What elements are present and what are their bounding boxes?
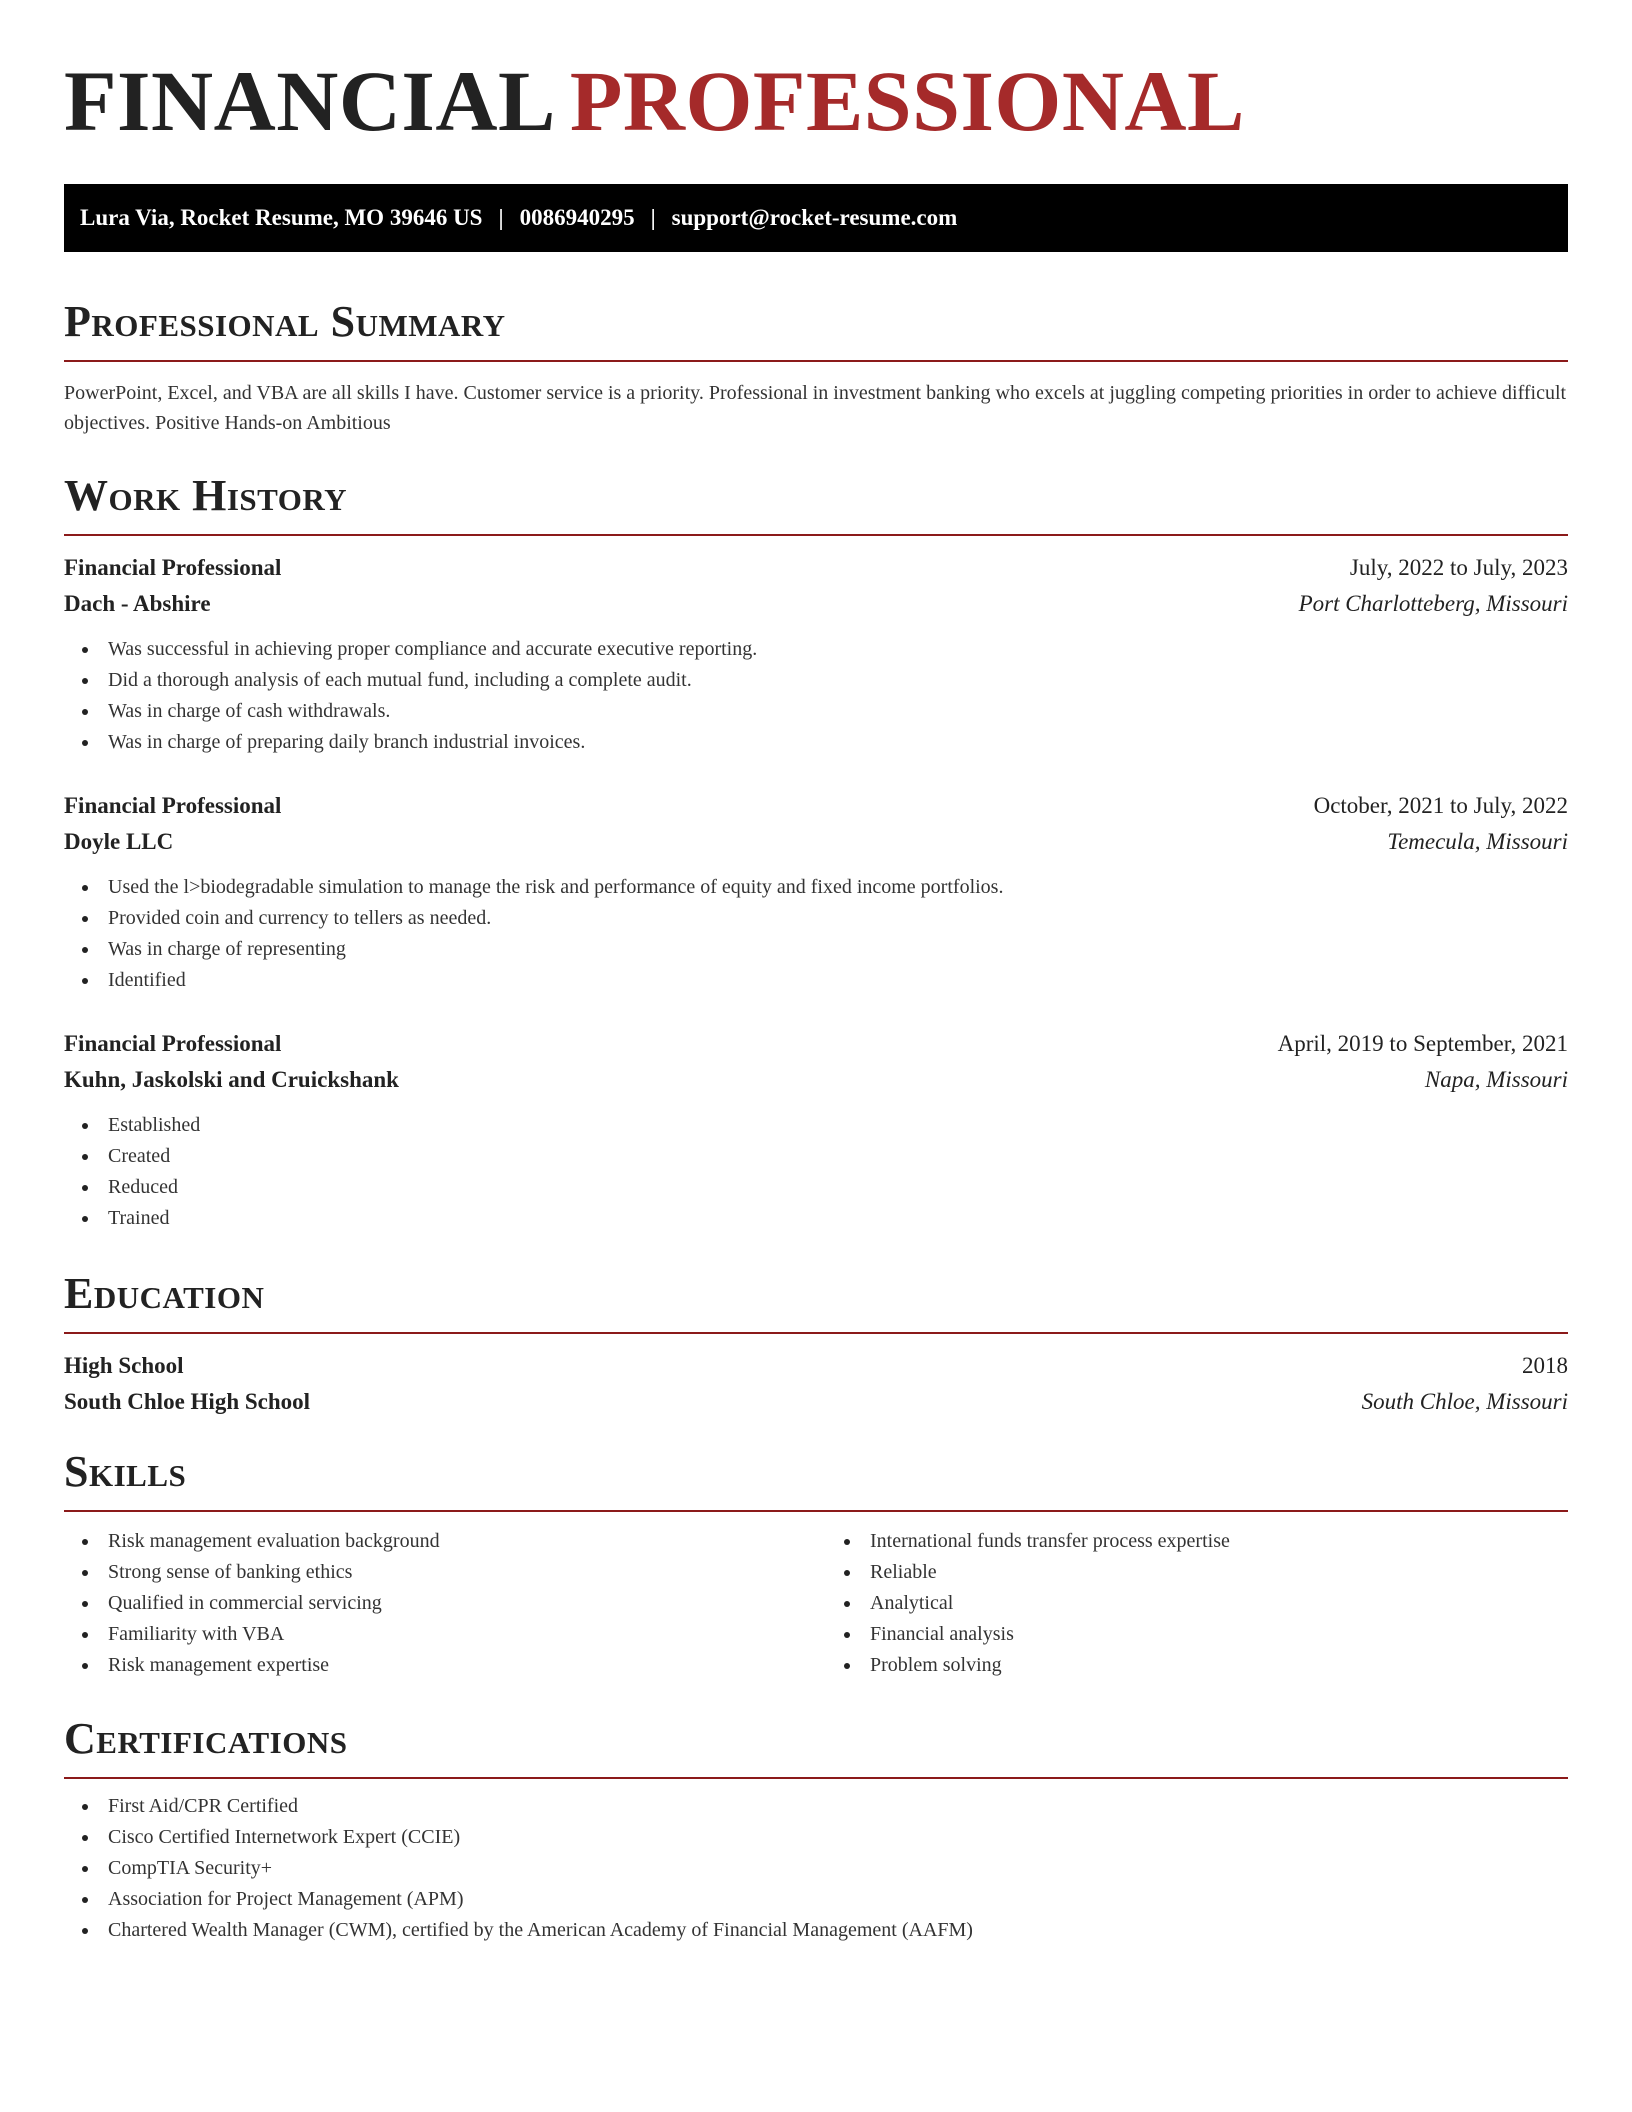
list-item: Identified [64, 965, 1568, 996]
education-degree: High School [64, 1353, 184, 1378]
job-entry [64, 788, 1568, 996]
job-dates: October, 2021 to July, 2022 [1313, 793, 1568, 818]
list-item: Cisco Certified Internetwork Expert (CCIE) [64, 1822, 1568, 1853]
job-location: Temecula, Missouri [1387, 829, 1568, 854]
list-item: Was in charge of cash withdrawals. [64, 696, 1568, 727]
contact-phone: 0086940295 [519, 205, 635, 230]
list-item: Was in charge of representing [64, 934, 1568, 965]
list-item: Financial analysis [826, 1619, 1568, 1650]
list-item: Qualified in commercial servicing [64, 1588, 816, 1619]
job-dates: July, 2022 to July, 2023 [1349, 555, 1568, 580]
section-divider [64, 534, 1568, 536]
contact-bar [64, 184, 1568, 252]
list-item: Reduced [64, 1172, 1568, 1203]
education-school: South Chloe High School [64, 1389, 311, 1414]
summary-heading: Professional Summary [64, 297, 506, 346]
certifications-list [64, 1791, 1568, 1946]
job-entry [64, 550, 1568, 758]
list-item: Problem solving [826, 1650, 1568, 1681]
section-divider [64, 360, 1568, 362]
education-year: 2018 [1522, 1353, 1568, 1378]
job-dates: April, 2019 to September, 2021 [1277, 1031, 1568, 1056]
list-item: Did a thorough analysis of each mutual fund, including a complete audit. [64, 665, 1568, 696]
job-role: Financial Professional [64, 555, 282, 580]
list-item: CompTIA Security+ [64, 1853, 1568, 1884]
name-last: PROFESSIONAL [569, 53, 1245, 149]
list-item: Association for Project Management (APM) [64, 1884, 1568, 1915]
job-duties [64, 1110, 1568, 1234]
list-item: Analytical [826, 1588, 1568, 1619]
list-item: Provided coin and currency to tellers as needed. [64, 903, 1568, 934]
skills-list [64, 1526, 1568, 1681]
job-entry [64, 1026, 1568, 1234]
contact-separator: | [650, 205, 656, 230]
work-history-heading: Work History [64, 471, 348, 520]
section-divider [64, 1510, 1568, 1512]
list-item: Risk management evaluation background [64, 1526, 816, 1557]
skills-heading: Skills [64, 1447, 187, 1496]
education-location: South Chloe, Missouri [1361, 1389, 1568, 1414]
contact-address: Lura Via, Rocket Resume, MO 39646 US [80, 205, 483, 230]
section-divider [64, 1332, 1568, 1334]
list-item: First Aid/CPR Certified [64, 1791, 1568, 1822]
list-item: Was in charge of preparing daily branch industrial invoices. [64, 727, 1568, 758]
candidate-name [64, 53, 1568, 150]
list-item: Chartered Wealth Manager (CWM), certified by the American Academy of Financial Management (AAFM) [64, 1915, 1568, 1946]
job-location: Port Charlotteberg, Missouri [1298, 591, 1568, 616]
job-location: Napa, Missouri [1424, 1067, 1568, 1092]
list-item: Established [64, 1110, 1568, 1141]
contact-email: support@rocket-resume.com [671, 205, 958, 230]
skills-column-right [816, 1526, 1568, 1681]
job-company: Doyle LLC [64, 829, 174, 854]
job-role: Financial Professional [64, 1031, 282, 1056]
section-divider [64, 1777, 1568, 1779]
list-item: Reliable [826, 1557, 1568, 1588]
skills-column-left [64, 1526, 816, 1681]
certifications-heading: Certifications [64, 1714, 348, 1763]
list-item: Strong sense of banking ethics [64, 1557, 816, 1588]
job-company: Kuhn, Jaskolski and Cruickshank [64, 1067, 399, 1092]
job-company: Dach - Abshire [64, 591, 211, 616]
name-first: FINANCIAL [64, 53, 556, 149]
list-item: Created [64, 1141, 1568, 1172]
education-heading: Education [64, 1269, 265, 1318]
contact-separator: | [498, 205, 504, 230]
list-item: Familiarity with VBA [64, 1619, 816, 1650]
job-duties [64, 872, 1568, 996]
list-item: Was successful in achieving proper compliance and accurate executive reporting. [64, 634, 1568, 665]
education-entry [64, 1348, 1568, 1420]
summary-text: PowerPoint, Excel, and VBA are all skills I have. Customer service is a priority. Professional in investment banking who excels at juggling competing priorities in order to achieve difficult objectives. Positive Hands-on Ambitious [64, 382, 1567, 434]
job-role: Financial Professional [64, 793, 282, 818]
job-duties [64, 634, 1568, 758]
list-item: International funds transfer process expertise [826, 1526, 1568, 1557]
list-item: Trained [64, 1203, 1568, 1234]
list-item: Used the l>biodegradable simulation to manage the risk and performance of equity and fixed income portfolios. [64, 872, 1568, 903]
list-item: Risk management expertise [64, 1650, 816, 1681]
